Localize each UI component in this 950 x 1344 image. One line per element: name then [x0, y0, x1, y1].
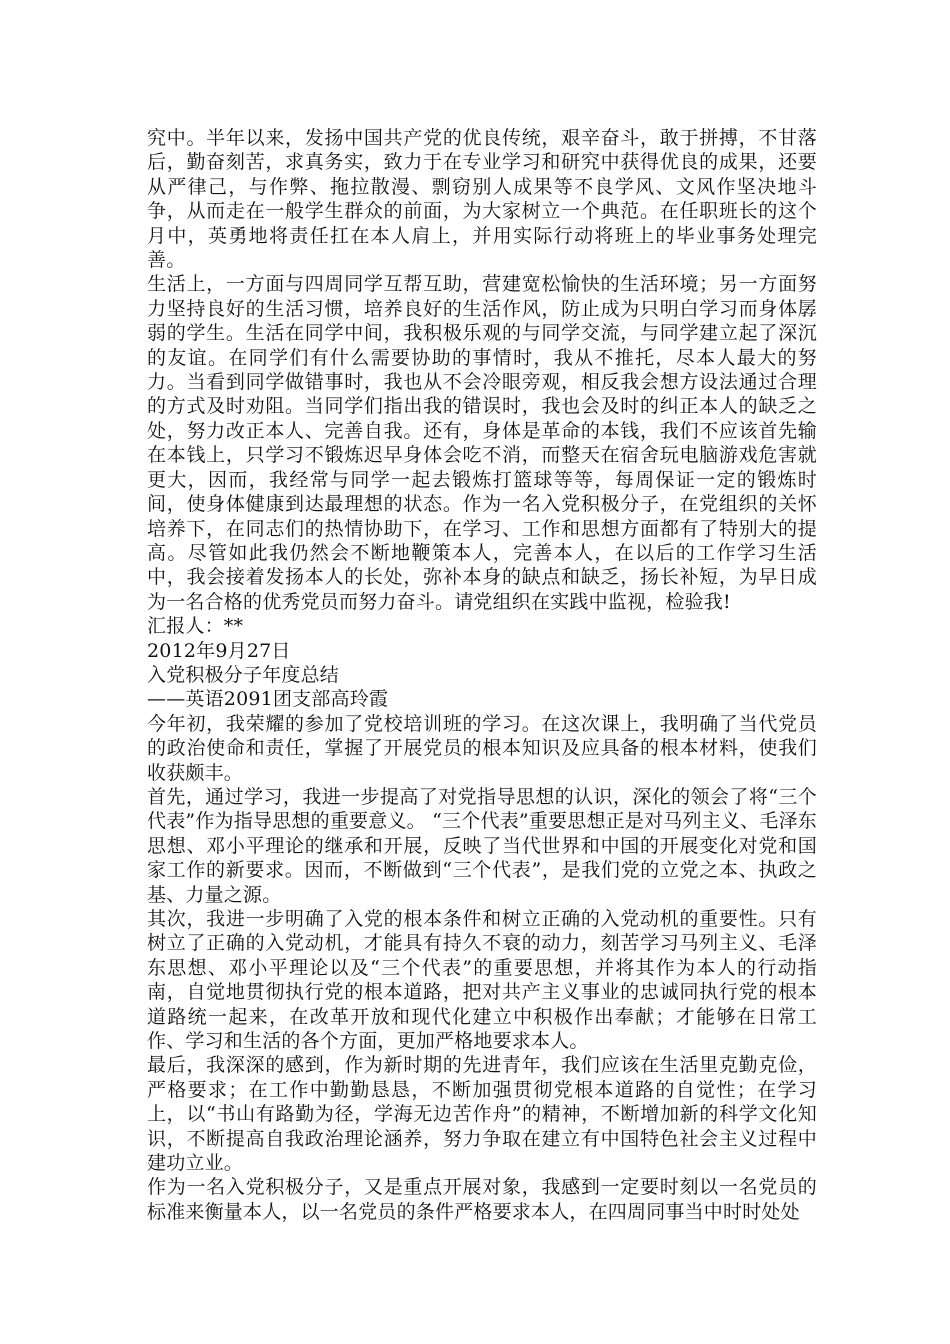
- section-author: ——英语2091团支部高玲霞: [147, 688, 389, 711]
- section-title: 入党积极分子年度总结: [147, 663, 340, 686]
- paragraph-first: 首先，通过学习，我进一步提高了对党指导思想的认识，深化的领会了将“三个代表”作为指导思想的重要意义。 “三个代表”重要思想正是对马列主义、毛泽东思想、邓小平理论的继承和开展，反映了当代世界和中国的开展变化对党和国家工作的新要求。因而，不断做到“三个代表”，是我们党的立党之本、执政之基、力量之源。: [147, 785, 817, 906]
- paragraph-study-conduct: 究中。半年以来，发扬中国共产党的优良传统，艰辛奋斗，敢于拼搏，不甘落后，勤奋刻苦，求真务实，致力于在专业学习和研究中获得优良的成果，还要从严律己，与作弊、拖拉散漫、剽窃别人成果等不良学风、文风作坚决地斗争，从而走在一般学生群众的前面，为大家树立一个典范。在任职班长的这个月中，英勇地将责任扛在本人肩上，并用实际行动将班上的毕业事务处理完善。: [147, 127, 817, 272]
- report-date: 2012年9月27日: [147, 639, 291, 662]
- paragraph-second: 其次，我进一步明确了入党的根本条件和树立正确的入党动机的重要性。只有树立了正确的入党动机，才能具有持久不衰的动力，刻苦学习马列主义、毛泽东思想、邓小平理论以及“三个代表”的重要思想，并将其作为本人的行动指南，自觉地贯彻执行党的根本道路，把对共产主义事业的忠诚同执行党的根本道路统一起来，在改革开放和现代化建立中积极作出奉献；才能够在日常工作、学习和生活的各个方面，更加严格地要求本人。: [147, 908, 817, 1053]
- reporter-line: 汇报人：**: [147, 615, 244, 638]
- paragraph-closing: 作为一名入党积极分子，又是重点开展对象，我感到一定要时刻以一名党员的标准来衡量本人，以一名党员的条件严格要求本人，在四周同事当中时时处处: [147, 1176, 817, 1223]
- paragraph-intro: 今年初，我荣耀的参加了党校培训班的学习。在这次课上，我明确了当代党员的政治使命和责任，掌握了开展党员的根本知识及应具备的根本材料，使我们收获颇丰。: [147, 712, 817, 784]
- document-body: [147, 126, 817, 1224]
- paragraph-life: 生活上，一方面与四周同学互帮互助，营建宽松愉快的生活环境；另一方面努力坚持良好的生活习惯，培养良好的生活作风，防止成为只明白学习而身体孱弱的学生。生活在同学中间，我积极乐观的与同学交流，与同学建立起了深沉的友谊。在同学们有什么需要协助的事情时，我从不推托，尽本人最大的努力。当看到同学做错事时，我也从不会冷眼旁观，相反我会想方设法通过合理的方式及时劝阻。当同学们指出我的错误时，我也会及时的纠正本人的缺乏之处，努力改正本人、完善自我。还有，身体是革命的本钱，我们不应该首先输在本钱上，只学习不锻炼迟早身体会吃不消，而整天在宿舍玩电脑游戏危害就更大，因而，我经常与同学一起去锻炼打篮球等等，每周保证一定的锻炼时间，使身体健康到达最理想的状态。作为一名入党积极分子，在党组织的关怀培养下，在同志们的热情协助下，在学习、工作和思想方面都有了特别大的提高。尽管如此我仍然会不断地鞭策本人，完善本人，在以后的工作学习生活中，我会接着发扬本人的长处，弥补本身的缺点和缺乏，扬长补短，为早日成为一名合格的优秀党员而努力奋斗。请党组织在实践中监视，检验我!: [147, 273, 817, 613]
- paragraph-last: 最后，我深深的感到，作为新时期的先进青年，我们应该在生活里克勤克俭，严格要求；在工作中勤勤恳恳，不断加强贯彻党根本道路的自觉性；在学习上，以“书山有路勤为径，学海无边苦作舟”的精神，不断增加新的科学文化知识，不断提高自我政治理论涵养，努力争取在建立有中国特色社会主义过程中建功立业。: [147, 1054, 817, 1175]
